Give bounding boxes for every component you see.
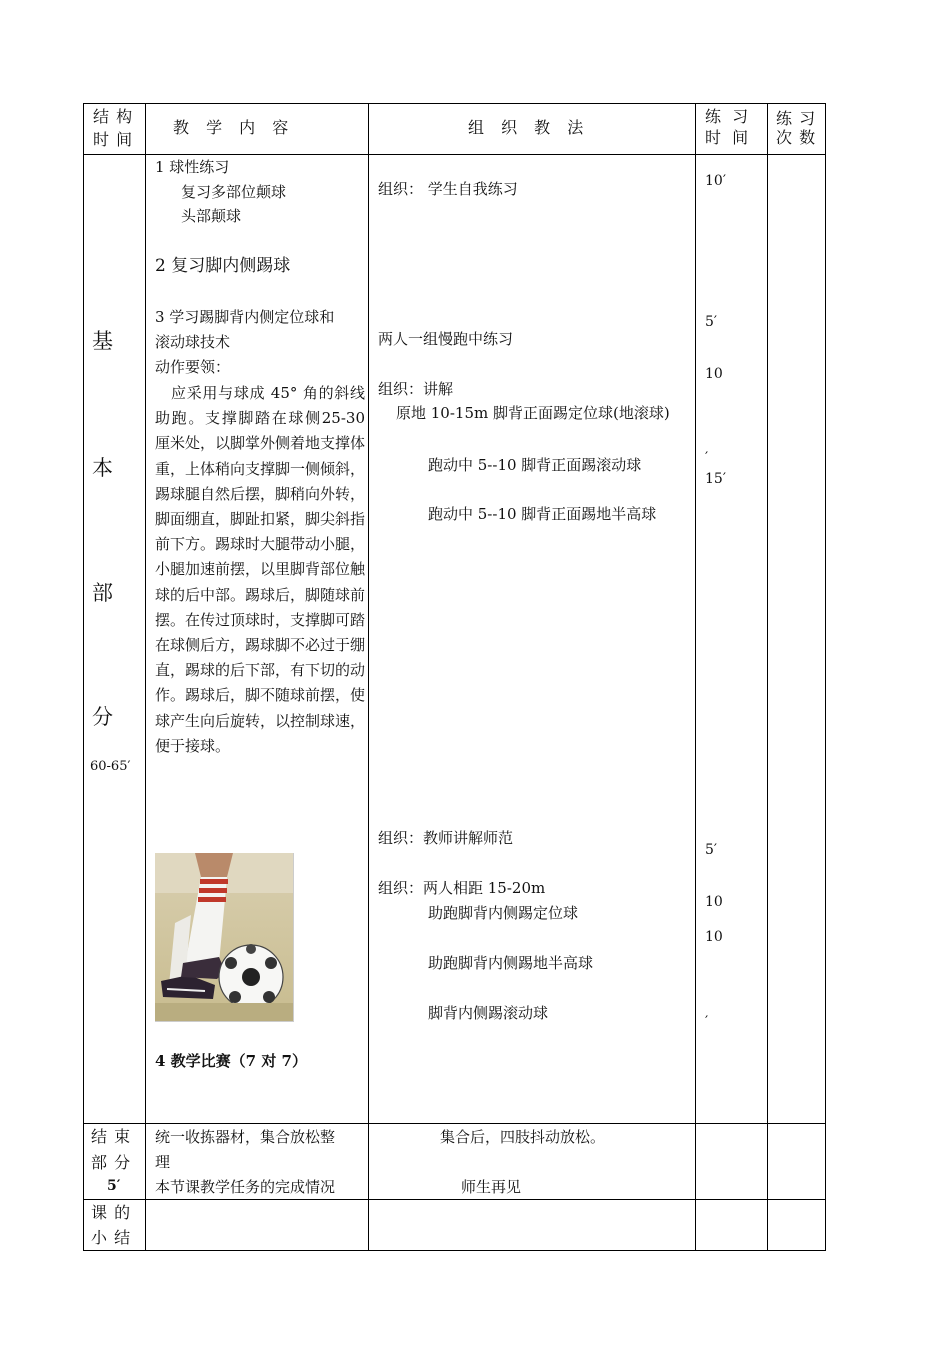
method-line11: 脚背内侧踢滚动球 [428, 1004, 549, 1022]
time-4: ′ [705, 450, 709, 466]
ending-time: 5′ [107, 1178, 121, 1194]
time-5: 15′ [705, 471, 726, 487]
method-line2: 两人一组慢跑中练习 [378, 330, 514, 348]
method-line8: 组织：两人相距 15-20m [378, 879, 546, 897]
section-label-char4: 分 [92, 705, 113, 729]
time-3: 10 [705, 366, 723, 382]
time-2: 5′ [705, 314, 718, 330]
ending-content-line3: 本节课教学任务的完成情况 [155, 1178, 336, 1196]
essentials-text: 应采用与球成 45° 角的斜线助跑。支撑脚踏在球侧25-30 厘米处，以脚掌外侧着地支撑体重，上体稍向支撑脚一侧倾斜，踢球腿自然后摆，脚稍向外转，脚面绷直，脚趾扣紧，脚尖斜指前下方。踢球时大腿带动小腿，小腿加速前摆，以里脚背部位触球的后中部。踢球后，脚随球前摆。在传过顶球时，支撑脚可踏在球侧后方，踢球脚不必过于绷直，踢球的后下部，有下切的动作。踢球后，脚不随球前摆，使球产生向后旋转，以控制球速，便于接球。 [155, 384, 366, 755]
method-line4: 原地 10-15m 脚背正面踢定位球(地滚球) [396, 404, 670, 422]
item2: 2 复习脚内侧踢球 [155, 256, 291, 276]
lesson-plan-table [83, 103, 826, 1251]
time-1: 10′ [705, 173, 726, 189]
method-line3: 组织：讲解 [378, 380, 454, 398]
header-col3: 组 织 教 法 [468, 118, 590, 137]
ending-content-line2: 理 [155, 1153, 171, 1171]
time-6: 5′ [705, 842, 718, 858]
item3-line1: 3 学习踢脚背内侧定位球和 [155, 308, 335, 326]
ending-label-line1: 结 束 [91, 1127, 132, 1146]
time-7: 10 [705, 894, 723, 910]
method-line10: 助跑脚背内侧踢地半高球 [428, 954, 594, 972]
header-col4-line1: 练 习 [705, 107, 752, 126]
header-col4-line2: 时 间 [705, 128, 752, 147]
method-line9: 助跑脚背内侧踢定位球 [428, 904, 579, 922]
section-label-char1: 基 [92, 329, 113, 353]
summary-label-line2: 小 结 [91, 1228, 132, 1247]
item3-line2: 滚动球技术 [155, 333, 231, 351]
method-line1: 组织： 学生自我练习 [378, 180, 518, 198]
method-line5: 跑动中 5--10 脚背正面踢滚动球 [428, 456, 642, 474]
header-col5-line2: 次 数 [776, 128, 817, 147]
item1-title: 1 球性练习 [155, 158, 230, 176]
section-label-char2: 本 [92, 456, 113, 480]
method-line6: 跑动中 5--10 脚背正面踢地半高球 [428, 505, 657, 523]
method-line7: 组织：教师讲解师范 [378, 829, 514, 847]
header-col2: 教 学 内 容 [173, 118, 295, 137]
item1-sub1: 复习多部位颠球 [181, 183, 287, 201]
header-col5-line1: 练 习 [776, 109, 817, 128]
item4: 4 教学比赛（7 对 7） [155, 1052, 307, 1070]
time-9: ′ [705, 1014, 709, 1030]
section-label-char3: 部 [92, 581, 113, 605]
essentials-label: 动作要领： [155, 358, 231, 376]
header-col1-line1: 结 构 [93, 107, 134, 126]
time-8: 10 [705, 929, 723, 945]
ending-method-line1: 集合后，四肢抖动放松。 [440, 1128, 606, 1146]
section-time: 60-65′ [90, 759, 131, 774]
ending-label-line2: 部 分 [91, 1153, 132, 1172]
kicking-photo [155, 853, 294, 1022]
ending-method-line2: 师生再见 [461, 1178, 522, 1196]
item1-sub2: 头部颠球 [181, 207, 242, 225]
header-col1-line2: 时 间 [93, 130, 134, 149]
summary-label-line1: 课 的 [91, 1203, 132, 1222]
ending-content-line1: 统一收拣器材，集合放松整 [155, 1128, 336, 1146]
